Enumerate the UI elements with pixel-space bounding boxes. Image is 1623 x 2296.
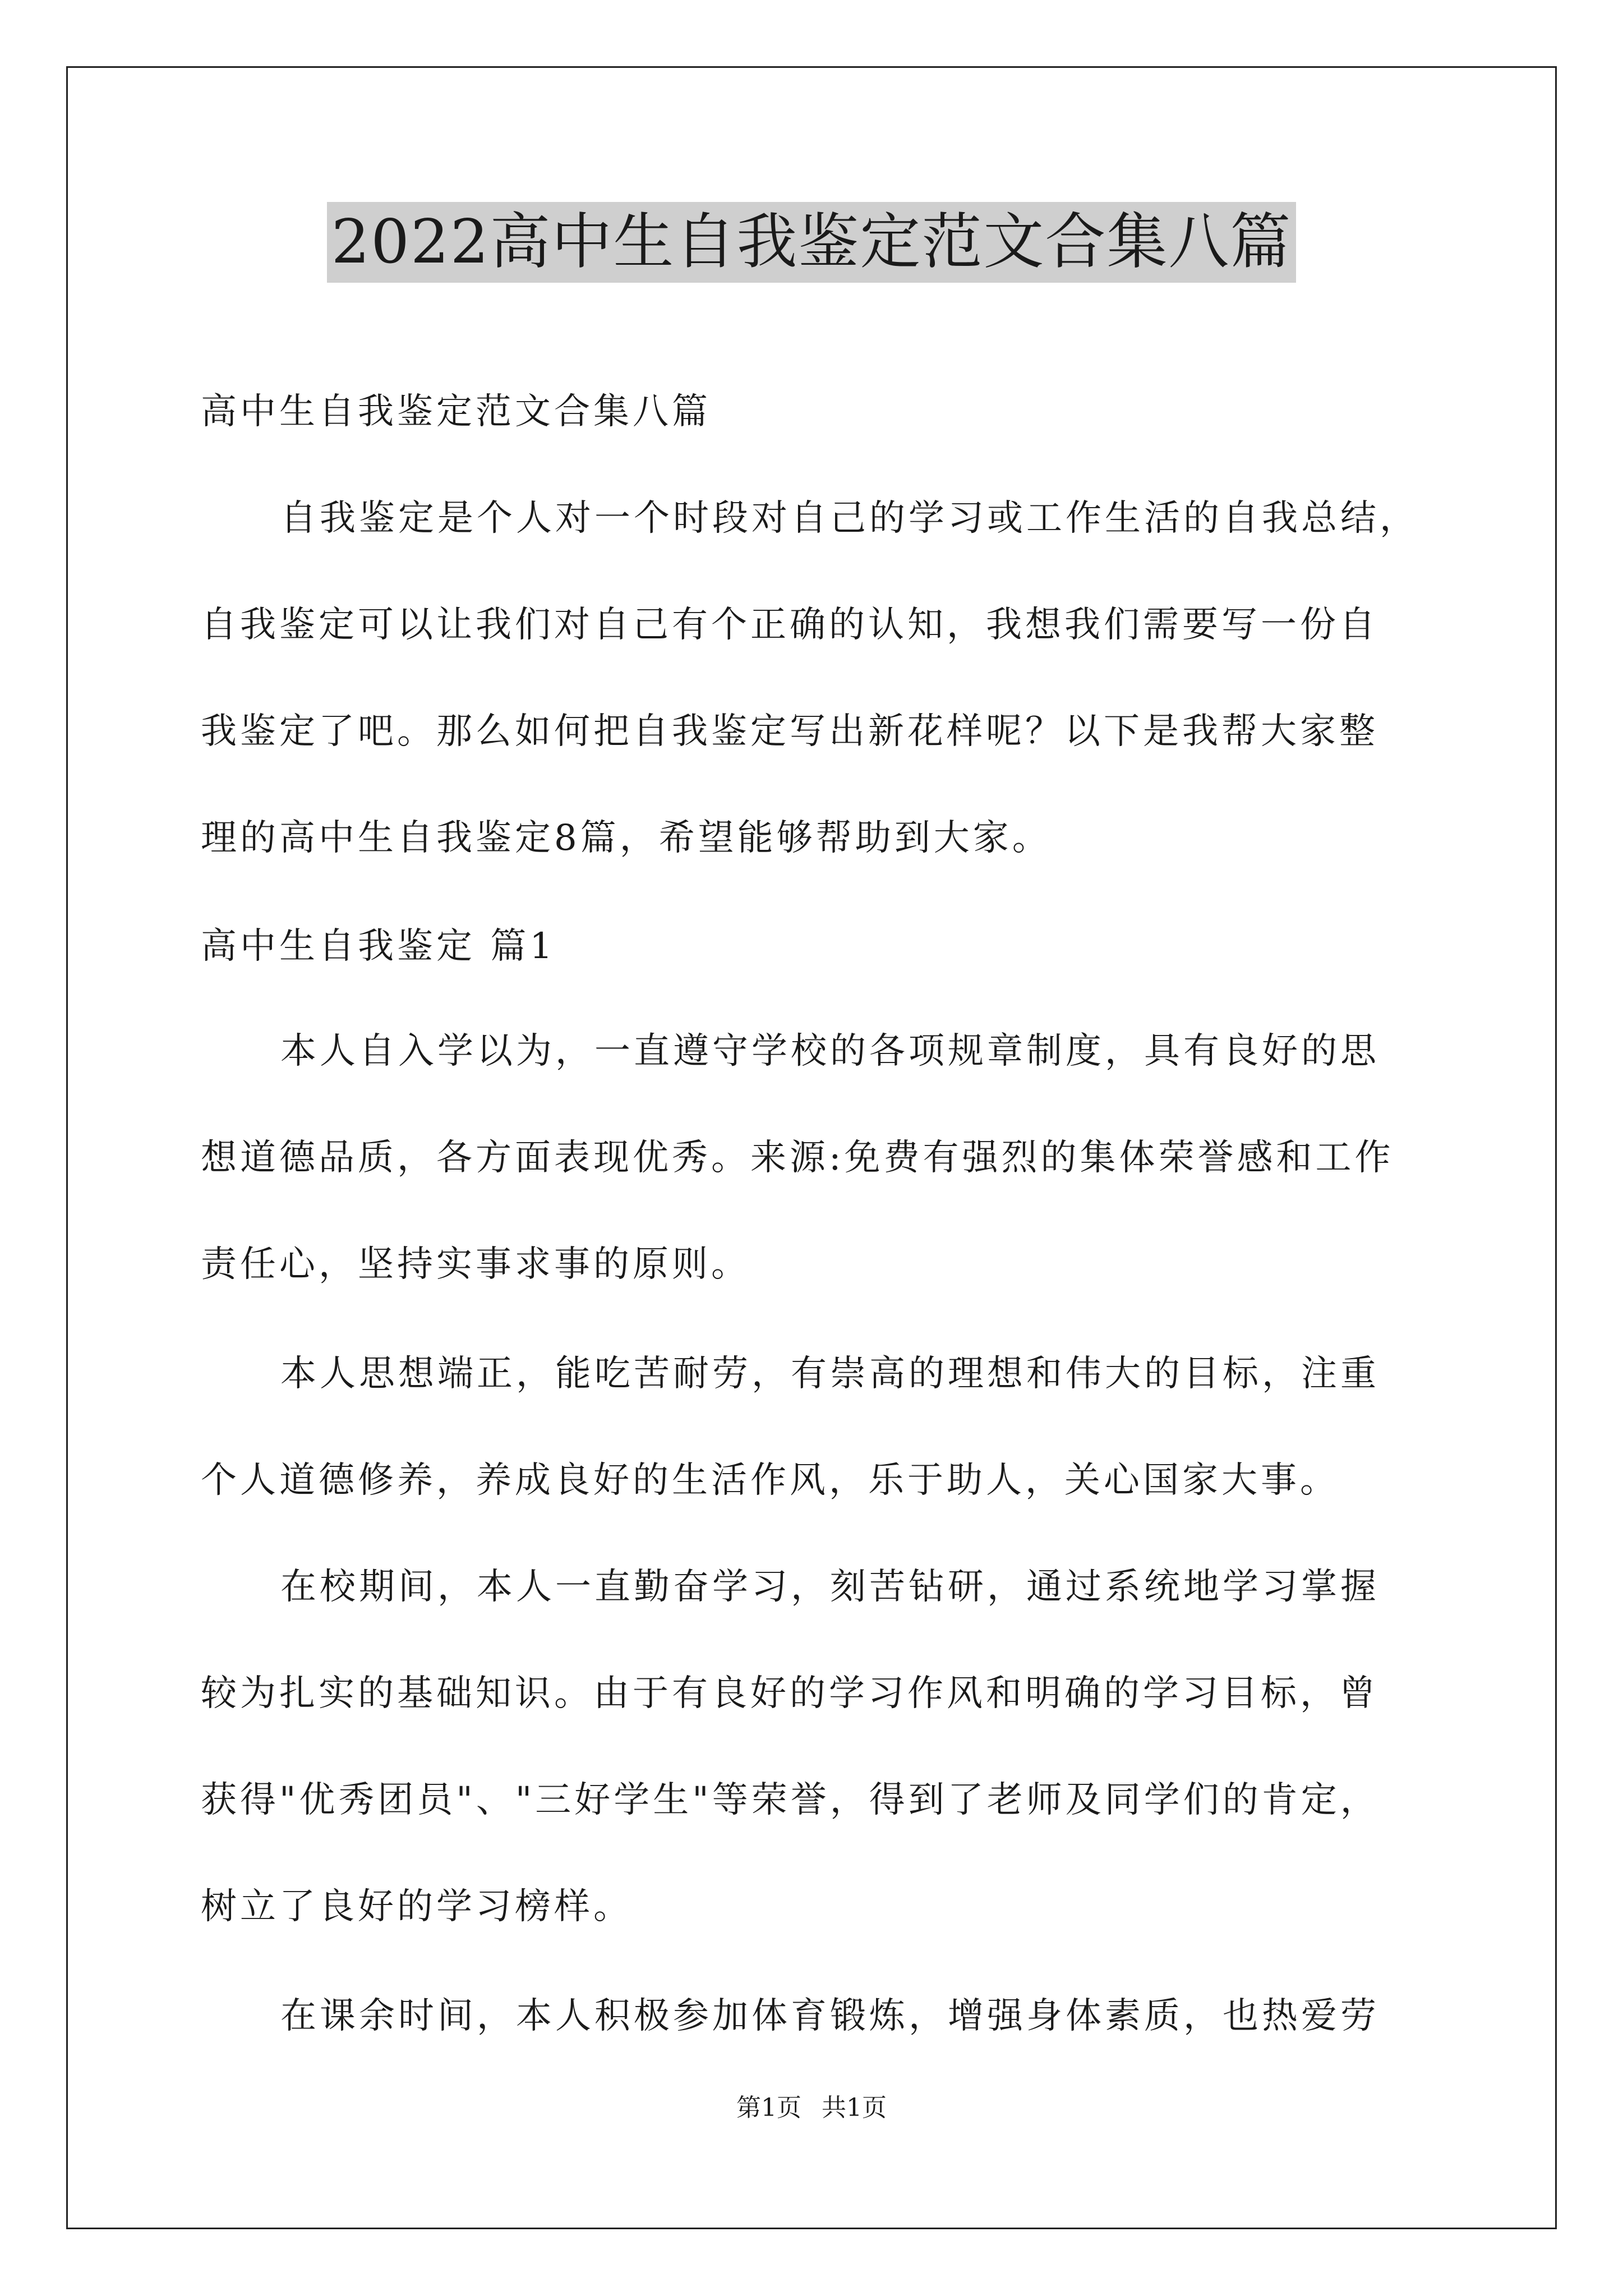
page-footer xyxy=(0,2092,1623,2124)
document-title-text: 2022高中生自我鉴定范文合集八篇 xyxy=(327,202,1297,283)
page-number: 第1页 xyxy=(736,2093,801,2122)
page-total: 共1页 xyxy=(822,2093,887,2122)
document-title xyxy=(0,202,1623,283)
paragraph-line: 本人自入学以为，一直遵守学校的各项规章制度，具有良好的思 xyxy=(280,1030,1380,1072)
paragraph-line: 责任心，坚持实事求事的原则。 xyxy=(201,1244,750,1285)
paragraph-line: 本人思想端正，能吃苦耐劳，有崇高的理想和伟大的目标，注重 xyxy=(280,1353,1380,1395)
paragraph-line: 自我鉴定可以让我们对自己有个正确的认知，我想我们需要写一份自 xyxy=(201,604,1378,646)
paragraph-line: 较为扎实的基础知识。由于有良好的学习作风和明确的学习目标，曾 xyxy=(201,1673,1378,1714)
paragraph-line: 在校期间，本人一直勤奋学习，刻苦钻研，通过系统地学习掌握 xyxy=(280,1566,1380,1608)
paragraph-line: 我鉴定了吧。那么如何把自我鉴定写出新花样呢？以下是我帮大家整 xyxy=(201,711,1378,752)
paragraph-line: 获得"优秀团员"、"三好学生"等荣誉，得到了老师及同学们的肯定， xyxy=(201,1779,1380,1821)
paragraph-line: 个人道德修养，养成良好的生活作风，乐于助人，关心国家大事。 xyxy=(201,1460,1339,1501)
paragraph-line: 理的高中生自我鉴定8篇，希望能够帮助到大家。 xyxy=(201,817,1052,859)
section-heading: 高中生自我鉴定 篇1 xyxy=(201,926,556,967)
paragraph-line: 想道德品质，各方面表现优秀。来源:免费有强烈的集体荣誉感和工作 xyxy=(201,1137,1394,1179)
paragraph-line: 树立了良好的学习榜样。 xyxy=(201,1886,633,1927)
subtitle-line: 高中生自我鉴定范文合集八篇 xyxy=(201,391,711,432)
paragraph-line: 自我鉴定是个人对一个时段对自己的学习或工作生活的自我总结， xyxy=(280,498,1419,539)
paragraph-line: 在课余时间，本人积极参加体育锻炼，增强身体素质，也热爱劳 xyxy=(280,1995,1380,2037)
